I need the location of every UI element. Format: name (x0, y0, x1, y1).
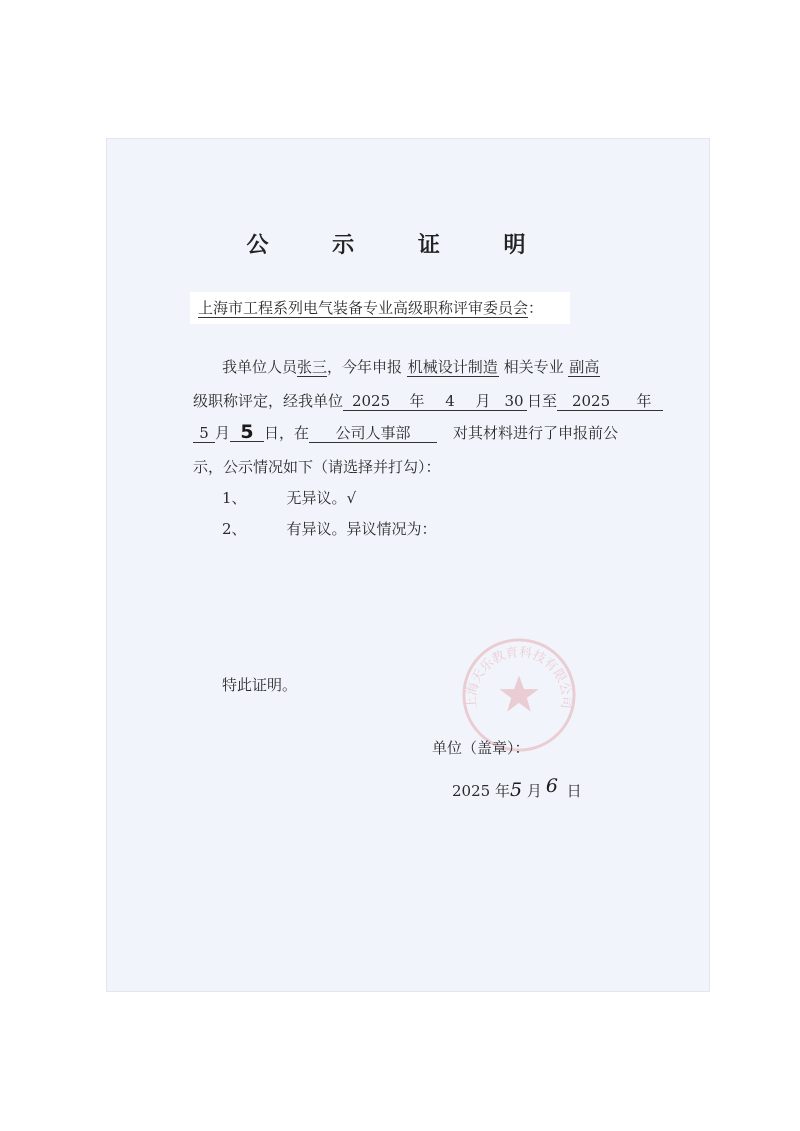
text-segment: 日，在 (264, 424, 310, 442)
unit-seal-label: 单位（盖章）： (432, 739, 530, 757)
seal-text: 上海天乐教育科技有限公司 (464, 645, 574, 710)
option-text: 有异议。异议情况为： (286, 520, 437, 538)
date-day: 6 (545, 775, 558, 797)
date-ri-label: 日 (566, 782, 582, 800)
text-segment: 我单位人员 (222, 358, 298, 376)
addressee-line (190, 292, 570, 324)
date-year: 2025 (452, 782, 491, 800)
text-segment: 日至 (527, 392, 558, 410)
date-nian-label: 年 (494, 782, 510, 800)
paragraph-line-2 (193, 390, 663, 411)
yue-label: 月 (215, 424, 231, 442)
date-month: 5 (509, 779, 523, 801)
person-name: 张三 (297, 358, 328, 376)
date-yue-label: 月 (526, 782, 542, 800)
start-day-field: 30 (501, 392, 527, 411)
signature-date (452, 775, 582, 801)
document-title: 公 示 证 明 (246, 233, 554, 258)
department-field: 公司人事部 (309, 424, 437, 443)
yue-label: 月 (465, 392, 501, 411)
addressee-name: 上海市工程系列电气装备专业高级职称评审委员会 (198, 299, 529, 317)
paragraph-line-1 (222, 356, 600, 377)
text-segment: 职称评定，经我单位 (208, 392, 344, 410)
level-suffix: 级 (193, 392, 209, 410)
nian-label: 年 (399, 392, 435, 411)
level-field: 副高 (569, 358, 600, 376)
text-segment: 相关专业 (503, 358, 564, 376)
check-mark-icon: √ (346, 489, 357, 507)
end-day-field: 5 (230, 423, 264, 442)
paragraph-line-3 (193, 422, 618, 443)
option-number: 2、 (222, 520, 247, 538)
option-number: 1、 (222, 489, 247, 507)
start-month-field: 4 (435, 392, 465, 411)
option-1 (222, 487, 356, 508)
end-month-field: 5 (193, 424, 215, 443)
document-sheet (106, 138, 710, 992)
end-year-field: 2025 (557, 392, 625, 411)
paragraph-line-4: 示，公示情况如下（请选择并打勾）： (193, 458, 441, 476)
start-year-field: 2025 (343, 392, 399, 411)
nian-label: 年 (625, 392, 663, 411)
closing-statement: 特此证明。 (222, 676, 298, 694)
text-segment: 对其材料进行了申报前公 (453, 424, 619, 442)
major-field: 机械设计制造 (407, 358, 498, 376)
option-text: 无异议。 (286, 489, 347, 507)
option-2 (222, 518, 437, 539)
text-segment: ，今年申报 (327, 358, 403, 376)
addressee-colon: ： (528, 299, 544, 317)
